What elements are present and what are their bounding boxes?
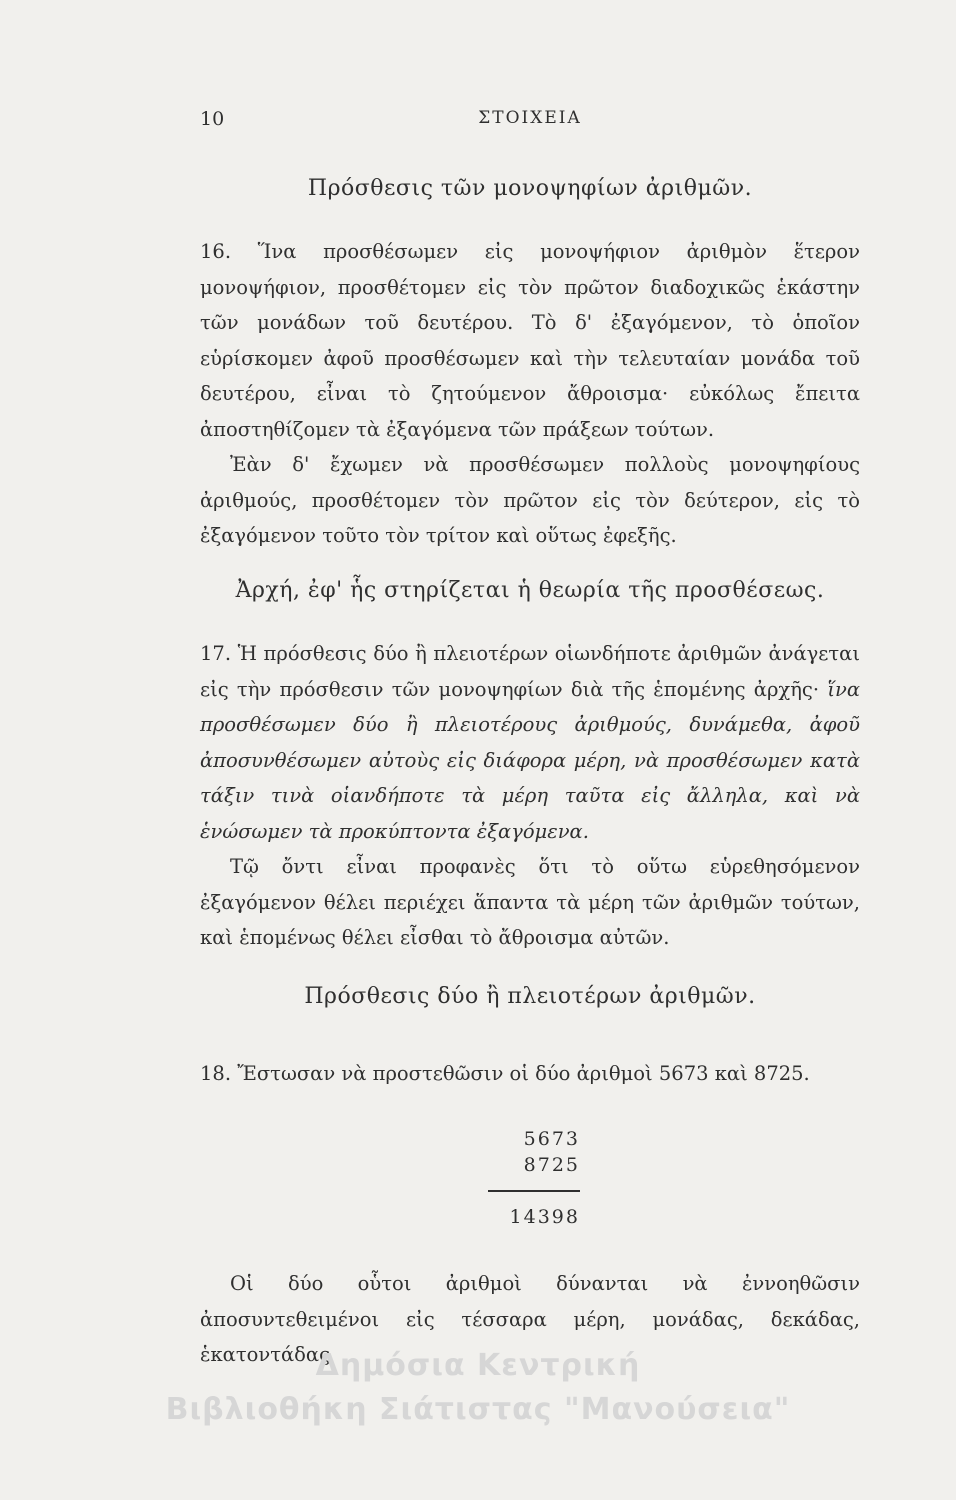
running-header xyxy=(200,108,860,136)
library-watermark-line-2: Βιβλιοθήκη Σιάτιστας "Μανούσεια" xyxy=(165,1392,791,1427)
paragraph-17 xyxy=(200,636,860,956)
paragraph-16-text: 16. Ἵνα προσθέσωμεν εἰς μονοψήφιον ἀριθμὸν ἕτερον μονοψήφιον, προσθέτομεν εἰς τὸν πρῶτον διαδοχικῶς ἑκάστην τῶν μονάδων τοῦ δευτέρου. Τὸ δ' ἐξαγόμενον, τὸ ὁποῖον εὑρίσκομεν ἀφοῦ προσθέσωμεν καὶ τὴν τελευταίαν μονάδα τοῦ δευτέρου, εἶναι τὸ ζητούμενον ἄθροισμα· εὐκόλως ἔπειτα ἀποστηθίζομεν τὰ ἐξαγόμενα τῶν πράξεων τούτων. xyxy=(200,240,860,441)
section-heading-principle: Ἀρχή, ἐφ' ἧς στηρίζεται ἡ θεωρία τῆς προσθέσεως. xyxy=(235,578,825,603)
paragraph-18-text: 18. Ἔστωσαν νὰ προστεθῶσιν οἱ δύο ἀριθμοὶ 5673 καὶ 8725. xyxy=(200,1062,810,1085)
sum-rule-line xyxy=(488,1190,580,1192)
page-number: 10 xyxy=(200,108,225,130)
addition-example xyxy=(470,1128,580,1232)
paragraph-17-continued: Τῷ ὄντι εἶναι προφανὲς ὅτι τὸ οὕτω εὑρεθησόμενον ἐξαγόμενον θέλει περιέχει ἅπαντα τὰ μέρη τῶν ἀριθμῶν τούτων, καὶ ἑπομένως θέλει εἶσθαι τὸ ἄθροισμα αὐτῶν. xyxy=(200,855,860,949)
paragraph-17-text xyxy=(200,636,860,849)
addend-1: 5673 xyxy=(523,1128,580,1150)
paragraph-16-continued: Ἐὰν δ' ἔχωμεν νὰ προσθέσωμεν πολλοὺς μονοψηφίους ἀριθμούς, προσθέτομεν τὸν πρῶτον εἰς τὸν δεύτερον, εἰς τὸ ἐξαγόμενον τοῦτο τὸν τρίτον καὶ οὕτως ἐφεξῆς. xyxy=(200,453,860,547)
paragraph-18 xyxy=(200,1056,860,1092)
paragraph-16 xyxy=(200,234,860,554)
paragraph-18-continued-text: Οἱ δύο οὗτοι ἀριθμοὶ δύνανται νὰ ἐννοηθῶσιν ἀποσυντεθειμένοι εἰς τέσσαρα μέρη, μονάδας, δεκάδας, ἑκατοντάδας xyxy=(200,1272,860,1366)
section-heading-addition-single-digit: Πρόσθεσις τῶν μονοψηφίων ἀριθμῶν. xyxy=(307,176,753,201)
sum-result: 14398 xyxy=(509,1206,580,1228)
paragraph-17-italic-principle: ἵνα προσθέσωμεν δύο ἢ πλειοτέρους ἀριθμούς, δυνάμεθα, ἀφοῦ ἀποσυνθέσωμεν αὐτοὺς εἰς διάφορα μέρη, νὰ προσθέσωμεν κατὰ τάξιν τινὰ οἱανδήποτε τὰ μέρη ταῦτα εἰς ἄλληλα, καὶ νὰ ἑνώσωμεν τὰ προκύπτοντα ἐξαγόμενα. xyxy=(200,677,860,843)
section-heading-addition-multi: Πρόσθεσις δύο ἢ πλειοτέρων ἀριθμῶν. xyxy=(304,984,756,1009)
paragraph-17-start: 17. Ἡ πρόσθεσις δύο ἢ πλειοτέρων οἱωνδήποτε ἀριθμῶν ἀνάγεται εἰς τὴν πρόσθεσιν τῶν μονοψηφίων διὰ τῆς ἑπομένης ἀρχῆς· xyxy=(200,642,860,701)
running-title: ΣΤΟΙΧΕΙΑ xyxy=(478,108,582,128)
addend-2: 8725 xyxy=(523,1154,580,1176)
library-watermark-line-1: Δημόσια Κεντρική xyxy=(315,1348,641,1383)
